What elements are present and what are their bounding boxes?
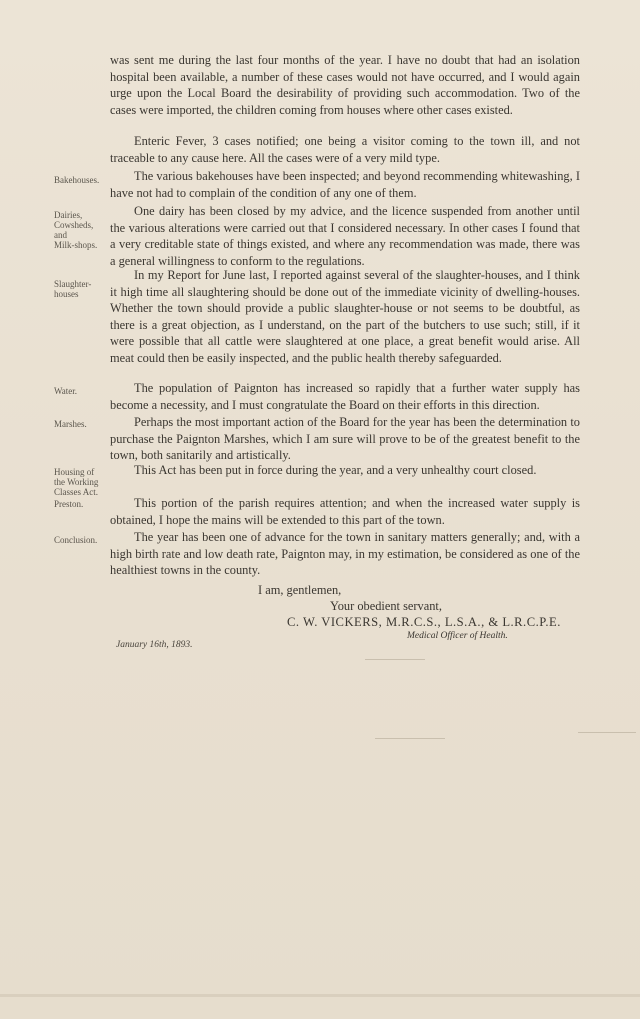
margin-note-line: Housing of: [54, 467, 95, 477]
margin-note-line: Dairies,: [54, 210, 83, 220]
closing-salutation: I am, gentlemen,: [258, 583, 342, 597]
report-date: January 16th, 1893.: [116, 640, 193, 650]
signature-name: C. W. VICKERS, M.R.C.S., L.S.A., & L.R.C.P.E.: [287, 615, 561, 629]
faint-rule: [375, 738, 445, 739]
paragraph-conclusion: The year has been one of advance for the town in sanitary matters generally; and, with a high birth rate and low death rate, Paignton may, in my estimation, be considered as one of the healthiest towns in the county.: [110, 530, 580, 578]
paragraph-water: The population of Paignton has increased so rapidly that a further water supply has become a necessity, and I must congratulate the Board on their efforts in this direction.: [110, 381, 580, 412]
margin-note-preston: Preston.: [54, 499, 84, 509]
margin-note-line: the Working: [54, 477, 99, 487]
margin-note-line: Slaughter-: [54, 279, 92, 289]
faint-rule: [365, 659, 425, 660]
paragraph-dairies: One dairy has been closed by my advice, and the licence suspended from another until the various alterations were carried out that I considered necessary. In other cases I found that a very creditable state of things existed, and where any recommendation was made, there was a general willingness to conform to the regulations.: [110, 204, 580, 268]
margin-note-slaughter-houses: [54, 279, 116, 299]
margin-note-line: Cowsheds,: [54, 220, 94, 230]
margin-note-water: Water.: [54, 386, 78, 396]
page-edge: [0, 994, 640, 997]
paragraph-enteric-fever: Enteric Fever, 3 cases notified; one being a visitor coming to the town ill, and not traceable to any cause here. All the cases were of a very mild type.: [110, 134, 580, 165]
margin-note-line: and: [54, 230, 67, 240]
paragraph-housing-act: This Act has been put in force during the year, and a very unhealthy court closed.: [134, 463, 537, 477]
paragraph-isolation-hospital: was sent me during the last four months of the year. I have no doubt that had an isolation hospital been available, a number of these cases would not have occurred, and I would again urge upon the Local Board the desirability of providing such accommodation. Two of the cases were imported, the children coming from houses where other cases existed.: [110, 53, 580, 117]
margin-note-conclusion: Conclusion.: [54, 535, 98, 545]
paragraph-bakehouses: The various bakehouses have been inspected; and beyond recommending whitewashing, I have not had to complain of the condition of any one of them.: [110, 169, 580, 200]
margin-note-line: Milk-shops.: [54, 240, 98, 250]
margin-note-housing: [54, 467, 116, 497]
signature-title: Medical Officer of Health.: [407, 631, 508, 641]
paragraph-preston: This portion of the parish requires attention; and when the increased water supply is obtained, I hope the mains will be extended to this part of the town.: [110, 496, 580, 527]
margin-note-line: Classes Act.: [54, 487, 98, 497]
margin-note-dairies: [54, 210, 116, 250]
margin-note-marshes: Marshes.: [54, 419, 87, 429]
margin-note-line: houses: [54, 289, 79, 299]
closing-servant: Your obedient servant,: [330, 599, 442, 613]
paragraph-marshes: Perhaps the most important action of the Board for the year has been the determination to purchase the Paignton Marshes, which I am sure will prove to be of the greatest benefit to the town, both sanitarily and artistically.: [110, 415, 580, 463]
faint-rule: [578, 732, 636, 733]
paragraph-slaughter-houses: In my Report for June last, I reported against several of the slaughter-houses, and I think it high time all slaughtering should be done out of the immediate vicinity of dwelling-houses. Whether the town should provide a public slaughter-house or not seems to be doubtful, as there is a great objection, as I understand, on the part of the butchers to use such; still, if it were possible that all cattle were slaughtered at one place, a great benefit would arise. All meat could then be easily inspected, and the public health thereby safeguarded.: [110, 268, 580, 365]
margin-note-bakehouses: Bakehouses.: [54, 175, 100, 185]
